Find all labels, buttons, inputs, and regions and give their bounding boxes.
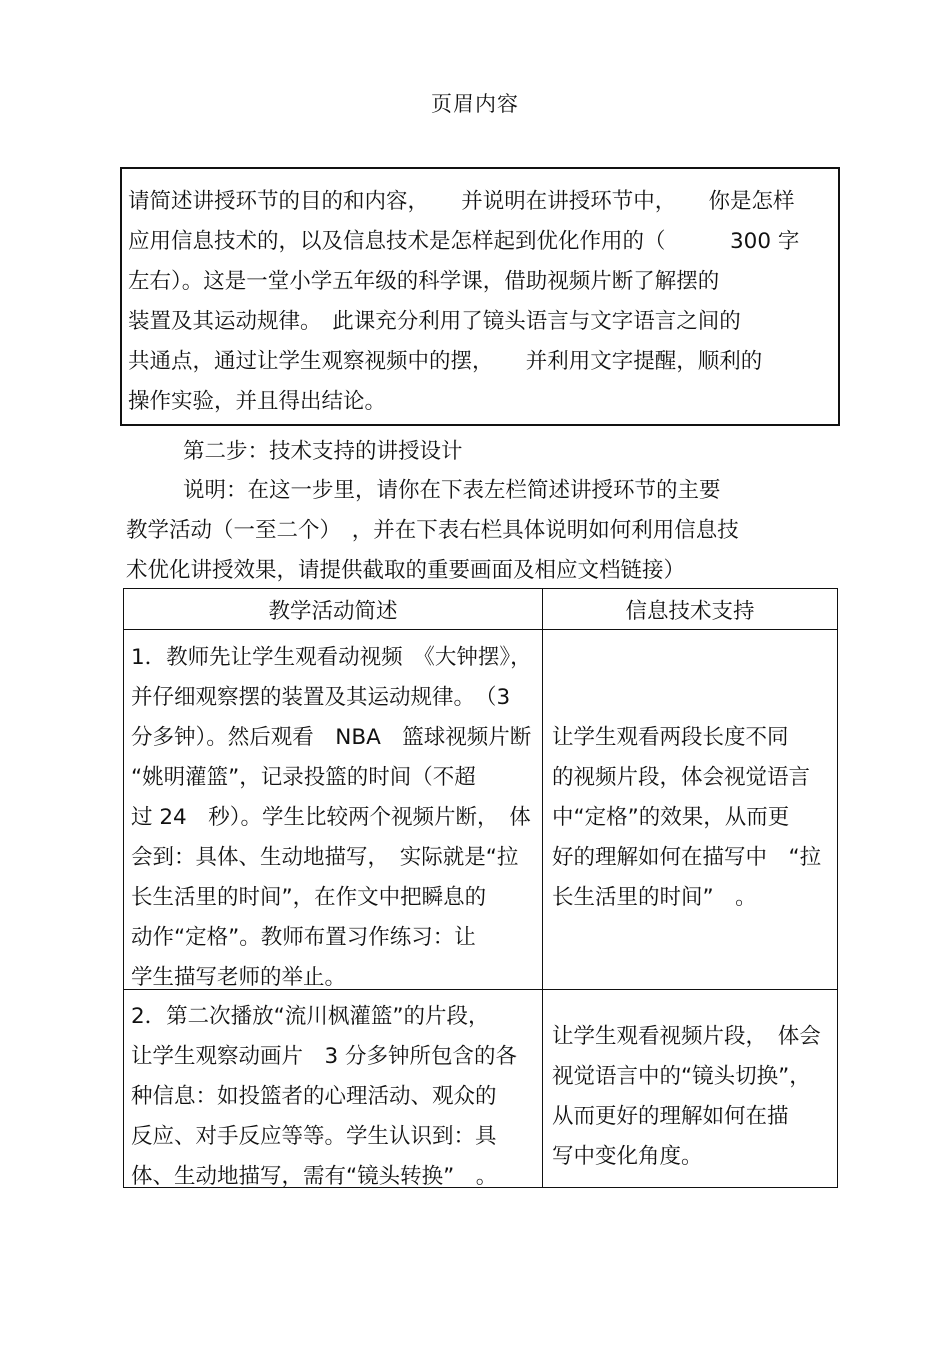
activity-line: 长生活里的时间”，在作文中把瞬息的 xyxy=(131,885,487,910)
activity-line: 过 24 秒）。学生比较两个视频片断， 体 xyxy=(131,805,531,830)
table-row xyxy=(124,630,838,990)
question-line: 左右）。这是一堂小学五年级的科学课，借助视频片断了解摆的 xyxy=(128,269,720,294)
support-line: 好的理解如何在描写中 “拉 xyxy=(552,845,822,870)
support-line: 中“定格”的效果，从而更 xyxy=(552,805,790,830)
step-two-title: 第二步：技术支持的讲授设计 xyxy=(183,439,463,464)
activity-line: 动作“定格”。教师布置习作练习：让 xyxy=(131,925,476,950)
support-line: 长生活里的时间” 。 xyxy=(552,885,757,910)
question-line: 操作实验，并且得出结论。 xyxy=(128,389,387,414)
activity-line: 会到：具体、生动地描写， 实际就是“拉 xyxy=(131,845,519,870)
support-line: 视觉语言中的“镜头切换”， xyxy=(552,1064,811,1089)
activity-line: 并仔细观察摆的装置及其运动规律。 （3 xyxy=(131,685,511,710)
activity-line: “姚明灌篮”，记录投篮的时间（不超 xyxy=(131,765,476,790)
column-header-support: 信息技术支持 xyxy=(543,589,838,630)
column-header-activity: 教学活动简述 xyxy=(124,589,543,630)
activity-table xyxy=(123,588,838,1188)
support-line: 让学生观看视频片段， 体会 xyxy=(552,1024,821,1049)
support-line: 让学生观看两段长度不同 xyxy=(552,725,789,750)
support-cell xyxy=(543,630,838,990)
activity-line: 1．教师先让学生观看动视频 《大钟摆》， xyxy=(131,645,532,670)
instruction-line: 术优化讲授效果，请提供截取的重要画面及相应文档链接） xyxy=(126,558,686,583)
question-line: 请简述讲授环节的目的和内容， 并说明在讲授环节中， 你是怎样 xyxy=(128,189,795,214)
page-header: 页眉内容 xyxy=(431,92,519,116)
support-line: 写中变化角度。 xyxy=(552,1144,703,1169)
support-cell xyxy=(543,990,838,1188)
activity-cell xyxy=(124,630,543,990)
table-row xyxy=(124,990,838,1188)
instruction-line: 说明：在这一步里，请你在下表左栏简述讲授环节的主要 xyxy=(183,478,721,503)
activity-line: 学生描写老师的举止。 xyxy=(131,965,347,990)
activity-line: 分多钟）。然后观看 NBA 篮球视频片断 xyxy=(131,725,532,750)
activity-line: 2．第二次播放“流川枫灌篮”的片段， xyxy=(131,1004,490,1029)
question-box xyxy=(120,167,840,426)
instruction-line: 教学活动（一至二个） ，并在下表右栏具体说明如何利用信息技 xyxy=(126,518,739,543)
question-line: 共通点，通过让学生观察视频中的摆， 并利用文字提醒，顺利的 xyxy=(128,349,763,374)
question-line: 应用信息技术的，以及信息技术是怎样起到优化作用的（ 300 字 xyxy=(128,229,800,254)
table-header-row xyxy=(124,589,838,630)
activity-line: 种信息：如投篮者的心理活动、观众的 xyxy=(131,1084,497,1109)
activity-line: 反应、对手反应等等。学生认识到：具 xyxy=(131,1124,497,1149)
support-line: 的视频片段，体会视觉语言 xyxy=(552,765,811,790)
question-line: 装置及其运动规律。 此课充分利用了镜头语言与文字语言之间的 xyxy=(128,309,741,334)
activity-cell xyxy=(124,990,543,1188)
activity-line: 让学生观察动画片 3 分多钟所包含的各 xyxy=(131,1044,518,1069)
support-line: 从而更好的理解如何在描 xyxy=(552,1104,789,1129)
activity-line: 体、生动地描写，需有“镜头转换” 。 xyxy=(131,1164,498,1189)
